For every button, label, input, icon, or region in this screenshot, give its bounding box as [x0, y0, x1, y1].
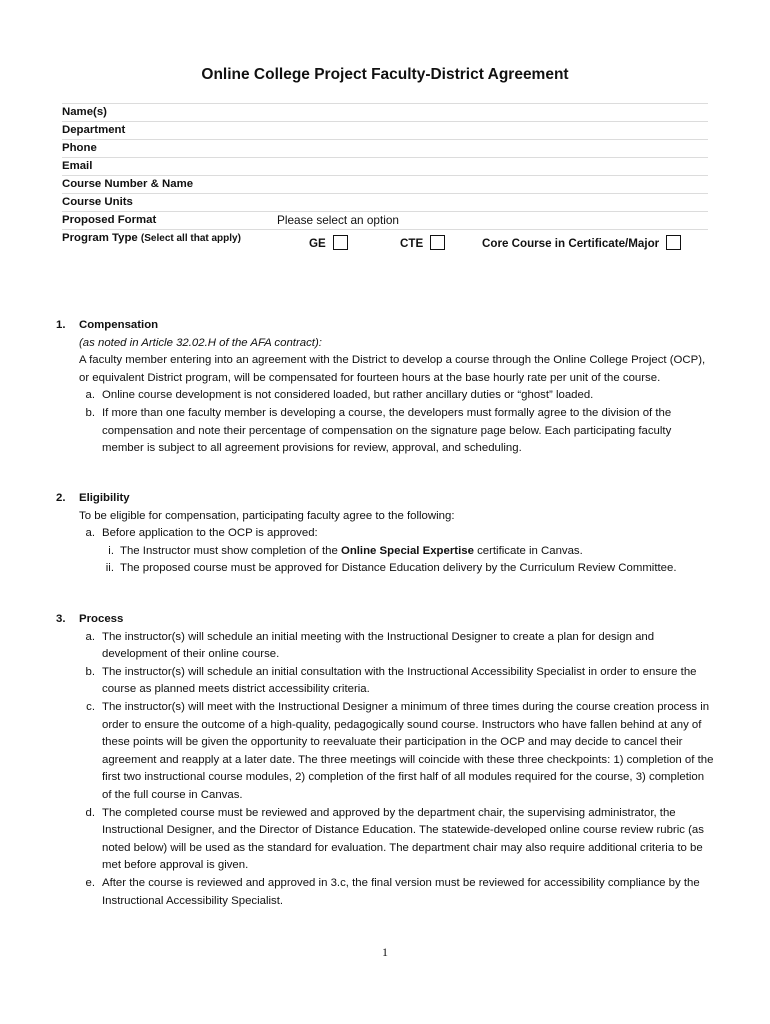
section-title: Eligibility: [79, 492, 130, 504]
list-item-label: a.: [85, 389, 95, 402]
core-course-label: Core Course in Certificate/Major: [482, 237, 660, 250]
list-item-label: d.: [85, 806, 95, 819]
section-number: 2.: [56, 492, 66, 504]
core-course-option: [482, 235, 681, 252]
list-item-text: The instructor(s) will schedule an initial consultation with the Instructional Accessibility Specialist in order to ensure the course as planned meets district accessibility criteria.: [102, 665, 697, 696]
faculty-info-form: [62, 103, 708, 260]
section-heading: [56, 317, 716, 335]
course-number-row[interactable]: [62, 175, 708, 193]
ge-label: GE: [309, 237, 326, 250]
ge-checkbox[interactable]: [333, 235, 348, 250]
program-type-note: (Select all that apply): [140, 233, 241, 244]
cte-option: [400, 235, 445, 252]
contract-note: (as noted in Article 32.02.H of the AFA contract):: [79, 336, 322, 349]
sub-list-item-label: i.: [108, 544, 114, 557]
section-number: 1.: [56, 319, 66, 331]
list-item-label: a.: [85, 527, 95, 540]
list-item: [56, 405, 716, 458]
email-label: Email: [62, 160, 93, 172]
process-section: [56, 611, 716, 910]
sub-list-item-text-after: certificate in Canvas.: [473, 544, 583, 557]
proposed-format-select[interactable]: Please select an option: [277, 213, 399, 227]
department-row[interactable]: [62, 121, 708, 139]
proposed-format-row: [62, 211, 708, 229]
list-item: [56, 875, 716, 910]
department-label: Department: [62, 124, 126, 136]
phone-row[interactable]: [62, 139, 708, 157]
page-title: Online College Project Faculty-District Agreement: [201, 66, 569, 83]
sub-list-item-text: The proposed course must be approved for Distance Education delivery by the Curriculum Review Committee.: [120, 562, 677, 575]
list-item-text: Before application to the OCP is approved:: [102, 527, 318, 540]
list-item: [56, 699, 716, 805]
certificate-name: Online Special Expertise: [340, 544, 474, 557]
program-type-label: Program Type: [62, 232, 138, 244]
core-course-checkbox[interactable]: [666, 235, 681, 250]
program-type-row: [62, 229, 708, 260]
sub-list-item-label: ii.: [105, 562, 114, 575]
list-item-label: a.: [85, 630, 95, 643]
cte-label: CTE: [400, 237, 424, 250]
section-title: Compensation: [79, 319, 159, 331]
list-item-text: The instructor(s) will meet with the Instructional Designer a minimum of three times during the course creation process in order to ensure the outcome of a high-quality, pedagogically sound course. Instructors who have fallen behind at any of these points will be given the opportunity to reevaluate their participation in the OCP and may decide to cancel their agreement and reapply at a later date. The three meetings will coincide with these three checkpoints: 1) completion of the first two instructional course modules, 2) completion of the first half of all modules required for the course, 3) completion of the full course in Canvas.: [102, 700, 714, 801]
list-item-text: The instructor(s) will schedule an initial meeting with the Instructional Designer to create a plan for design and development of their online course.: [102, 630, 655, 661]
name-row[interactable]: [62, 103, 708, 121]
list-item: [56, 629, 716, 664]
eligibility-intro: To be eligible for compensation, participating faculty agree to the following:: [79, 509, 455, 522]
list-item-label: b.: [85, 406, 95, 419]
list-item: [56, 387, 716, 405]
list-item-text: Online course development is not considered loaded, but rather ancillary duties or “ghost” loaded.: [102, 389, 594, 402]
course-units-row[interactable]: [62, 193, 708, 211]
list-item: [56, 525, 716, 543]
section-title: Process: [79, 613, 124, 625]
list-item-label: b.: [85, 665, 95, 678]
list-item-label: e.: [85, 876, 95, 889]
sub-list-item-text-before: The Instructor must show completion of the: [120, 544, 341, 557]
section-heading: [56, 611, 716, 629]
course-number-label: Course Number & Name: [62, 178, 194, 190]
sub-list-item: [56, 543, 716, 561]
section-heading: [56, 490, 716, 508]
compensation-section: [56, 317, 716, 458]
cte-checkbox[interactable]: [430, 235, 445, 250]
proposed-format-label: Proposed Format: [62, 214, 157, 226]
list-item: [56, 805, 716, 875]
list-item-text: If more than one faculty member is developing a course, the developers must formally agree to the division of the compensation and note their percentage of compensation on the signature page below. Each participating faculty member is subject to all agreement provisions for review, approval, and scheduling.: [102, 406, 672, 455]
list-item: [56, 664, 716, 699]
compensation-intro: A faculty member entering into an agreement with the District to develop a course through the Online College Project (OCP), or equivalent District program, will be compensated for fourteen hours at the base hourly rate per unit of the course.: [79, 354, 706, 384]
phone-label: Phone: [62, 142, 97, 154]
ge-option: [309, 235, 348, 252]
name-label: Name(s): [62, 106, 107, 118]
course-units-label: Course Units: [62, 196, 133, 208]
eligibility-section: [56, 490, 716, 578]
section-number: 3.: [56, 613, 66, 625]
page-number: 1: [382, 945, 388, 959]
list-item-label: c.: [86, 700, 95, 713]
list-item-text: The completed course must be reviewed and approved by the department chair, the supervising administrator, the Instructional Designer, and the Director of Distance Education. The statewide-developed online course review rubric (as noted below) will be used as the standard for evaluation. The department chair may also require additional criteria to be met before approval is given.: [102, 806, 704, 872]
sub-list-item: [56, 560, 716, 578]
list-item-text: After the course is reviewed and approved in 3.c, the final version must be reviewed for accessibility compliance by the Instructional Accessibility Specialist.: [102, 876, 700, 907]
email-row[interactable]: [62, 157, 708, 175]
